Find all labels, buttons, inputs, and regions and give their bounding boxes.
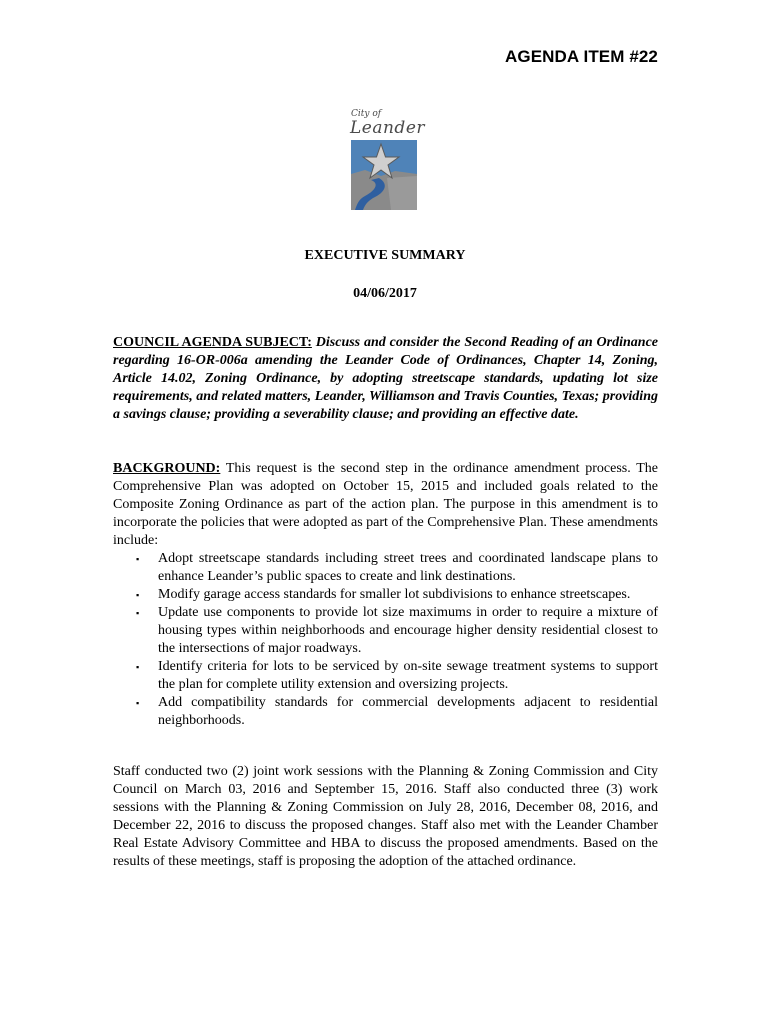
bullet-marker: ▪ <box>136 698 140 708</box>
list-item-text: Modify garage access standards for smaller lot subdivisions to enhance streetscapes. <box>158 587 631 602</box>
background-heading: BACKGROUND: <box>113 461 221 476</box>
list-item-text: Add compatibility standards for commercial developments adjacent to residential neighborhoods. <box>158 695 658 728</box>
bullet-marker: ▪ <box>136 608 140 618</box>
city-seal-star-icon <box>351 140 417 210</box>
subject-heading: COUNCIL AGENDA SUBJECT: <box>113 335 312 350</box>
bullet-marker: ▪ <box>136 554 140 564</box>
background-section <box>113 460 658 730</box>
list-item <box>113 550 658 586</box>
list-item-text: Adopt streetscape standards including street trees and coordinated landscape plans to enhance Leander’s public spaces to create and link destinations. <box>158 551 658 584</box>
summary-date: 04/06/2017 <box>353 286 417 301</box>
amendments-list <box>113 550 658 730</box>
list-item <box>113 604 658 658</box>
staff-sessions-paragraph: Staff conducted two (2) joint work sessions with the Planning & Zoning Commission and City Council on March 03, 2016 and September 15, 2016. Staff also conducted three (3) work sessions with the Planning & Zoning Commission on July 28, 2016, December 08, 2016, and December 22, 2016 to discuss the proposed changes. Staff also met with the Leander Chamber Real Estate Advisory Committee and HBA to discuss the proposed amendments. Based on the results of these meetings, staff is proposing the adoption of the attached ordinance. <box>113 764 658 869</box>
list-item-text: Identify criteria for lots to be serviced by on-site sewage treatment systems to support the plan for complete utility extension and oversizing projects. <box>158 659 658 692</box>
logo-hill <box>387 176 417 210</box>
background-text: This request is the second step in the ordinance amendment process. The Comprehensive Plan was adopted on October 15, 2015 and included goals related to the Composite Zoning Ordinance as part of the action plan. The purpose in this amendment is to incorporate the policies that were adopted as part of the Comprehensive Plan. These amendments include: <box>113 461 658 548</box>
council-agenda-subject <box>113 334 658 424</box>
executive-summary-title: EXECUTIVE SUMMARY <box>304 248 466 263</box>
subject-text: Discuss and consider the Second Reading of an Ordinance regarding 16-OR-006a amending the Leander Code of Ordinances, Chapter 14, Zoning, Article 14.02, Zoning Ordinance, by adopting streetscape standards, updating lot size requirements, and related matters, Leander, Williamson and Travis Counties, Texas; providing a savings clause; providing a severability clause; and providing an effective date. <box>113 335 658 422</box>
list-item <box>113 694 658 730</box>
logo-city-of-text: City of <box>351 109 382 119</box>
list-item <box>113 586 658 604</box>
bullet-marker: ▪ <box>136 662 140 672</box>
list-item <box>113 658 658 694</box>
bullet-marker: ▪ <box>136 590 140 600</box>
city-logo <box>348 108 426 212</box>
agenda-item-label: AGENDA ITEM #22 <box>505 47 658 66</box>
list-item-text: Update use components to provide lot size maximums in order to require a mixture of housing types within neighborhoods and encourage higher density residential closest to the intersections of major roadways. <box>158 605 658 656</box>
logo-city-name-text: Leander <box>350 118 426 138</box>
